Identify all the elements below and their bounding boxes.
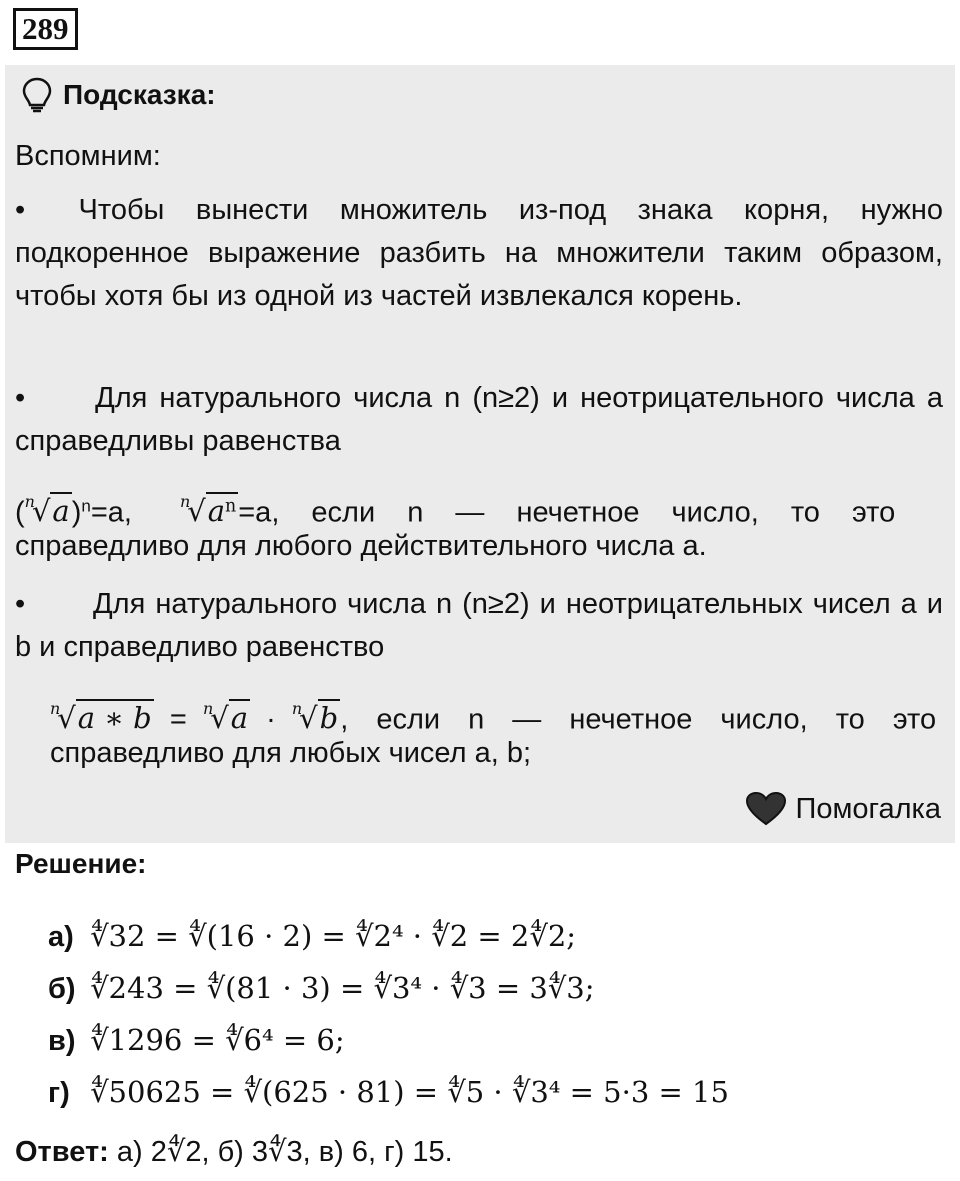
- hint-recall: Вспомним:: [15, 140, 161, 172]
- hint-bullet-3-text: Для натурального числа n (n≥2) и неотрицательных чисел a и b и справедливо равенство: [15, 588, 943, 663]
- solution-text: ∜32 = ∜(16 · 2) = ∜2⁴ · ∜2 = 2∜2;: [90, 919, 577, 953]
- hint-bullet-3: [15, 583, 943, 669]
- solution-label: а): [48, 921, 74, 953]
- bullet-dot: •: [15, 382, 26, 414]
- solution-item-d: [48, 1068, 729, 1116]
- solution-item-a: [48, 912, 576, 960]
- formula-1-expr-b: $^n√a^n=a$, если n — нечетное число, то это: [180, 492, 896, 529]
- brand: [746, 792, 941, 826]
- answer-text: а) 2∜2, б) 3∜3, в) 6, г) 15.: [116, 1136, 453, 1168]
- heart-icon: [746, 792, 786, 826]
- brand-name: Помогалка: [795, 792, 941, 825]
- solution-text: ∜1296 = ∜6⁴ = 6;: [90, 1023, 345, 1057]
- lightbulb-icon: [21, 77, 53, 113]
- answer-line: [15, 1134, 453, 1169]
- formula-2: [50, 687, 943, 736]
- formula-1-expr-a: $(^n√a)^n=a$,: [15, 492, 132, 529]
- hint-panel: [5, 65, 955, 843]
- solution-label: г): [48, 1077, 70, 1109]
- hint-header: [21, 77, 216, 113]
- solution-text: ∜243 = ∜(81 · 3) = ∜3⁴ · ∜3 = 3∜3;: [90, 971, 595, 1005]
- solution-item-b: [48, 964, 595, 1012]
- bullet-dot: •: [15, 588, 26, 620]
- formula-1: [15, 480, 943, 529]
- bullet-dot: •: [15, 194, 26, 226]
- solution-label: в): [48, 1025, 76, 1057]
- hint-bullet-1: [15, 189, 943, 318]
- formula-1-note: справедливо для любого действительного числа a.: [15, 530, 707, 562]
- formula-2-note: справедливо для любых чисел a, b;: [50, 737, 532, 769]
- solution-item-c: [48, 1016, 345, 1064]
- hint-bullet-1-text: Чтобы вынести множитель из-под знака корня, нужно подкоренное выражение разбить на множители таким образом, чтобы хотя бы из одной из частей извлекался корень.: [15, 194, 944, 312]
- answer-label: Ответ:: [15, 1136, 109, 1168]
- hint-bullet-2-text: Для натурального числа n (n≥2) и неотрицательного числа a справедливы равенства: [15, 382, 943, 457]
- solution-title: Решение:: [15, 848, 147, 879]
- solution-text: ∜50625 = ∜(625 · 81) = ∜5 · ∜3⁴ = 5·3 = 15: [90, 1075, 729, 1109]
- hint-title: Подсказка:: [63, 79, 216, 110]
- hint-bullet-2: [15, 377, 943, 463]
- solution-label: б): [48, 973, 76, 1005]
- task-number: 289: [13, 8, 78, 50]
- formula-2-expr: $^n$√a ∗ b = $^n$√a · $^n$√b, если n — нечетное число, то это: [50, 699, 937, 736]
